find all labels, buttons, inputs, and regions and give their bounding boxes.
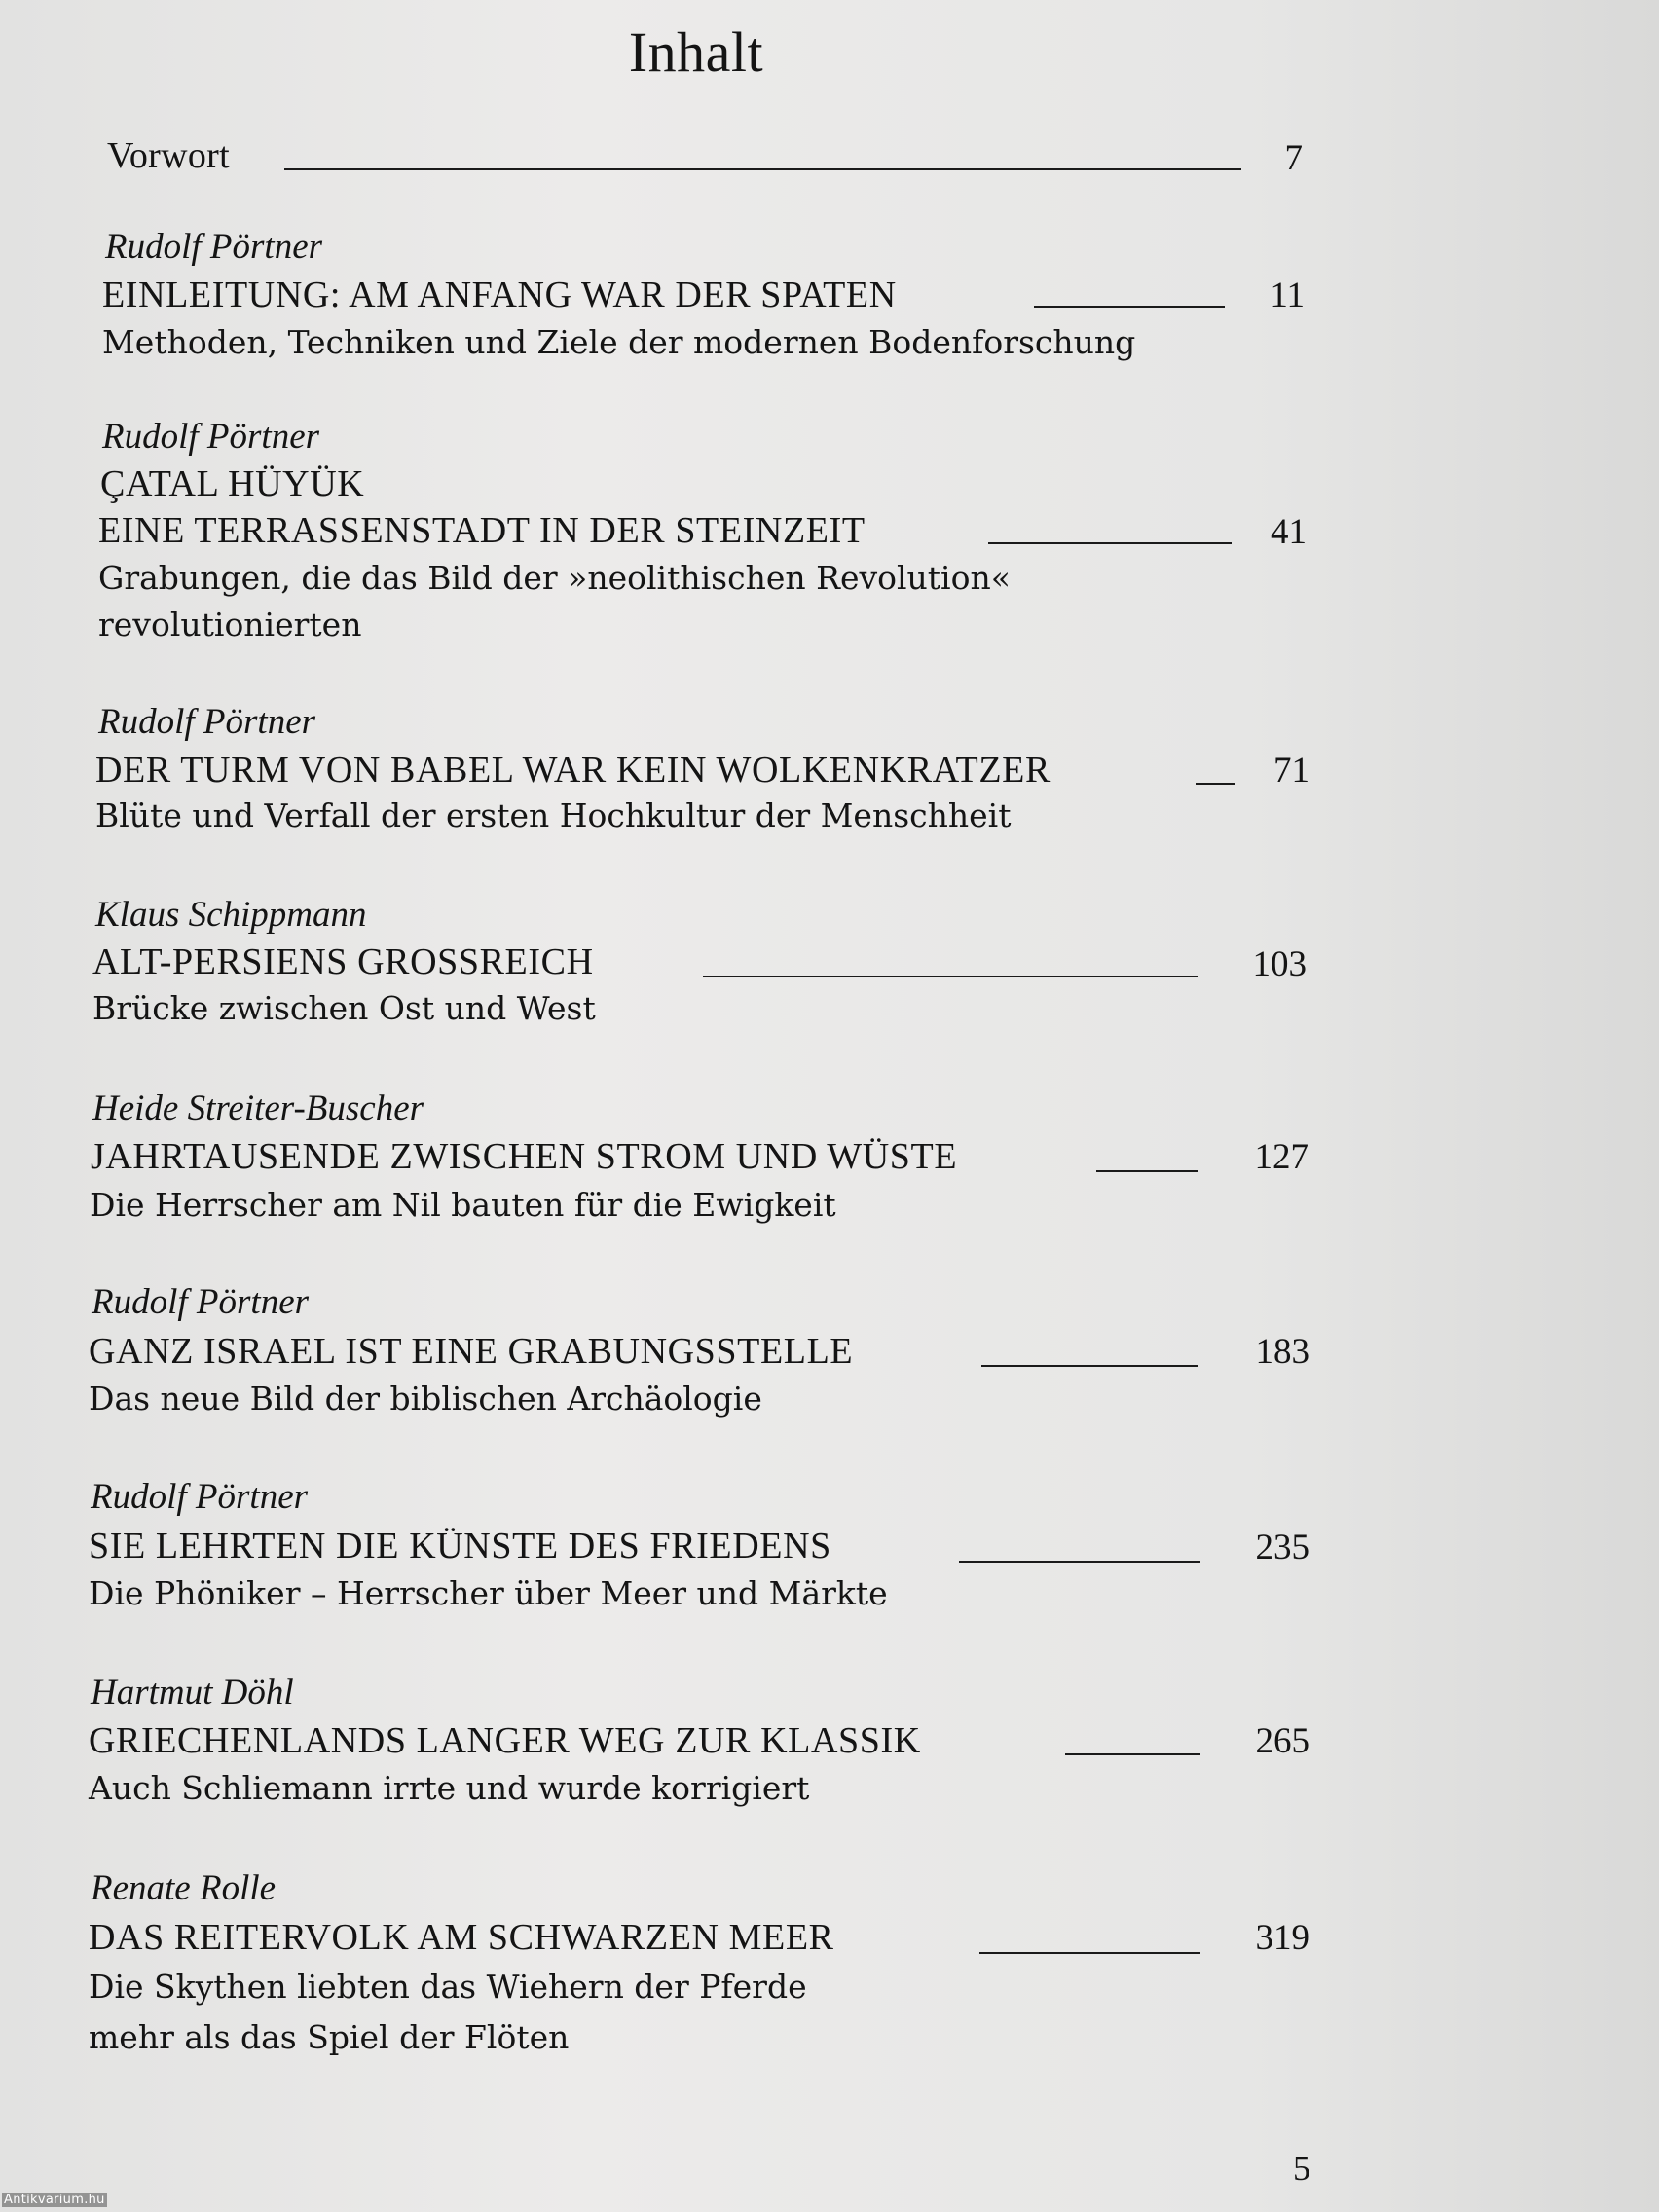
toc-subtitle: Die Herrscher am Nil bauten für die Ewigkeit <box>90 1186 836 1224</box>
toc-page-number: 235 <box>1255 1528 1309 1567</box>
leader-rule <box>1096 1170 1198 1172</box>
toc-heading: SIE LEHRTEN DIE KÜNSTE DES FRIEDENS <box>89 1526 831 1567</box>
toc-author: Klaus Schippmann <box>95 895 367 935</box>
toc-heading: EINLEITUNG: AM ANFANG WAR DER SPATEN <box>102 275 897 315</box>
toc-page-number: 265 <box>1255 1721 1309 1761</box>
toc-author: Rudolf Pörtner <box>98 702 316 742</box>
toc-subtitle: Grabungen, die das Bild der »neolithischen Revolution« <box>98 559 1011 597</box>
toc-author: Rudolf Pörtner <box>102 417 320 457</box>
toc-heading: ÇATAL HÜYÜK <box>100 463 365 504</box>
toc-author: Rudolf Pörtner <box>92 1282 310 1322</box>
toc-page-number: 183 <box>1255 1332 1309 1372</box>
toc-subtitle: revolutionierten <box>98 606 362 644</box>
toc-heading: ALT-PERSIENS GROSSREICH <box>92 941 594 982</box>
toc-author: Rudolf Pörtner <box>105 227 323 267</box>
toc-page-number: 71 <box>1273 751 1309 791</box>
toc-subtitle: Blüte und Verfall der ersten Hochkultur der Menschheit <box>95 796 1012 834</box>
toc-subtitle: Auch Schliemann irrte und wurde korrigiert <box>89 1769 810 1807</box>
toc-page-number: 7 <box>1284 138 1303 178</box>
page-title: Inhalt <box>628 20 764 84</box>
leader-rule <box>284 168 1241 170</box>
toc-author: Hartmut Döhl <box>91 1673 294 1713</box>
toc-page-number: 103 <box>1252 944 1307 984</box>
leader-rule <box>979 1952 1200 1954</box>
leader-rule <box>981 1365 1198 1367</box>
page-folio: 5 <box>1293 2149 1310 2188</box>
leader-rule <box>703 976 1198 977</box>
toc-page-number: 127 <box>1254 1137 1309 1177</box>
leader-rule <box>1065 1753 1200 1755</box>
toc-subtitle: mehr als das Spiel der Flöten <box>89 2018 570 2056</box>
toc-subtitle: Die Phöniker – Herrscher über Meer und Märkte <box>89 1574 888 1612</box>
toc-heading: EINE TERRASSENSTADT IN DER STEINZEIT <box>98 510 866 551</box>
toc-heading: GRIECHENLANDS LANGER WEG ZUR KLASSIK <box>89 1720 921 1761</box>
toc-subtitle: Die Skythen liebten das Wiehern der Pferde <box>89 1968 807 2006</box>
toc-subtitle: Methoden, Techniken und Ziele der modernen Bodenforschung <box>102 323 1136 361</box>
toc-heading: Vorwort <box>107 135 230 176</box>
toc-page-number: 319 <box>1255 1918 1309 1958</box>
toc-author: Heide Streiter-Buscher <box>92 1088 424 1128</box>
toc-heading: DER TURM VON BABEL WAR KEIN WOLKENKRATZER <box>95 750 1051 791</box>
leader-rule <box>959 1561 1200 1563</box>
toc-page-number: 41 <box>1271 512 1307 552</box>
toc-heading: GANZ ISRAEL IST EINE GRABUNGSSTELLE <box>89 1331 854 1372</box>
toc-heading: JAHRTAUSENDE ZWISCHEN STROM UND WÜSTE <box>91 1136 958 1177</box>
toc-subtitle: Brücke zwischen Ost und West <box>92 989 596 1027</box>
toc-author: Rudolf Pörtner <box>91 1477 309 1517</box>
watermark: Antikvarium.hu <box>4 2193 105 2207</box>
toc-author: Renate Rolle <box>91 1868 276 1908</box>
toc-heading: DAS REITERVOLK AM SCHWARZEN MEER <box>89 1917 834 1958</box>
toc-subtitle: Das neue Bild der biblischen Archäologie <box>89 1380 762 1418</box>
toc-page-number: 11 <box>1270 276 1305 315</box>
